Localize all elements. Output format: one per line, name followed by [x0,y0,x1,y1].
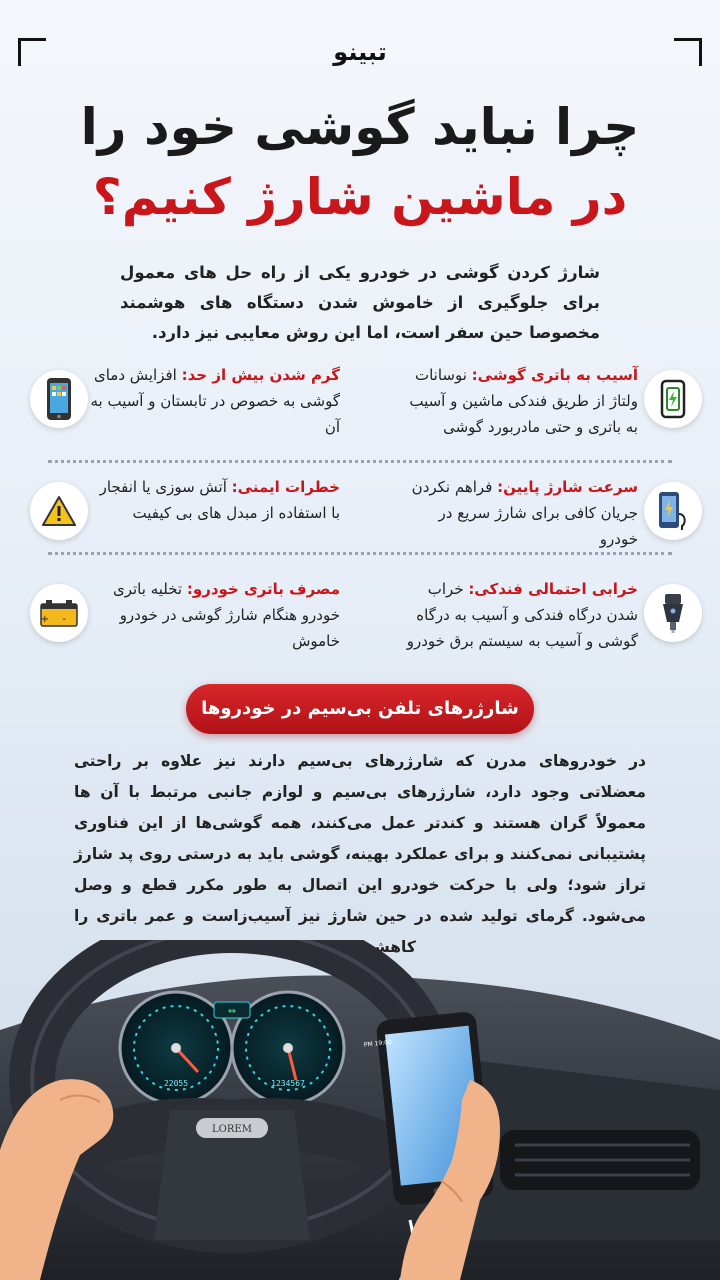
page-title-line-2: در ماشین شارژ کنیم؟ [92,168,628,226]
item-title: سرعت شارژ پایین: [497,478,638,496]
warning-icon [30,482,88,540]
car-charger-icon [644,584,702,642]
item-text [90,474,340,526]
svg-text:+: + [40,614,49,625]
item-slow-charging [380,474,720,564]
phone-charging-icon [644,482,702,540]
dotted-divider [48,460,672,463]
phone-battery-icon [644,370,702,428]
item-text [398,576,638,654]
item-title: خرابی احتمالی فندکی: [468,580,638,598]
svg-text:-: - [62,614,66,625]
item-description: آتش سوزی یا انفجار با استفاده از مبدل های بی کیفیت [99,478,340,522]
section-title-badge: شارژرهای تلفن بی‌سیم در خودروها [186,684,534,734]
speedo-right-reading: 1234567 [271,1079,305,1088]
item-safety-risk [0,474,340,564]
item-description: تخلیه باتری خودرو هنگام شارژ گوشی در خودرو خاموش [112,580,340,650]
item-socket-damage [380,576,720,666]
item-text [90,576,340,654]
wireless-charger-paragraph: در خودروهای مدرن که شارژرهای بی‌سیم دارند نیز علاوه بر راحتی معضلاتی وجود دارد، شارژرهای بی‌سیم و لوازم جانبی مرتبط با آن ها معمولاً گران هستند و کندتر عمل می‌کنند، همه گوشی‌ها از این فناوری پشتیبانی نمی‌کنند و برای عملکرد بهینه، گوشی باید به درستی روی پد شارژ تراز شود؛ ولی با حرکت خودرو این اتصال به طور مکرر قطع و وصل می‌شود. گرمای تولید شده در حین شارژ نیز آسیب‌زاست و عمر باتری را کاهش می‌دهد. [74,752,646,956]
item-title: آسیب به باتری گوشی: [471,366,638,384]
item-title: خطرات ایمنی: [231,478,340,496]
item-title: مصرف باتری خودرو: [186,580,340,598]
item-description: نوسانات ولتاژ از طریق فندکی ماشین و آسیب به باتری و حتی مادربورد گوشی [409,366,638,436]
turn-signal-icon: ⇔ [227,1006,237,1017]
item-text [90,362,340,440]
item-overheating [0,362,340,452]
speedo-left-reading: 22055 [163,1079,189,1088]
item-title: گرم شدن بیش از حد: [181,366,340,384]
steering-logo: LOREM [212,1124,252,1135]
item-description: فراهم نکردن جریان کافی برای شارژ سریع در خودرو [411,478,638,548]
item-text [398,362,638,440]
item-text [398,474,638,552]
car-battery-icon [30,584,88,642]
item-description: خراب شدن درگاه فندکی و آسیب به درگاه گوشی و آسیب به سیستم برق خودرو [406,580,638,650]
car-interior-illustration [0,940,720,1280]
brand-logo: تبینو [333,38,387,66]
item-description: افزایش دمای گوشی به خصوص در تابستان و آسیب به آن [90,366,340,436]
smartphone-icon [30,370,88,428]
page-title-line-1: چرا نباید گوشی خود را [80,98,640,156]
item-battery-damage [380,362,720,452]
intro-paragraph: شارژ کردن گوشی در خودرو یکی از راه حل های معمول برای جلوگیری از خاموش شدن دستگاه های هوشمند مخصوصا حین سفر است، اما این روش معایبی نیز دارد. [120,263,600,342]
item-car-battery-drain [0,576,340,666]
phone-time: 19:00 PM [363,1038,393,1049]
dotted-divider [48,552,672,555]
